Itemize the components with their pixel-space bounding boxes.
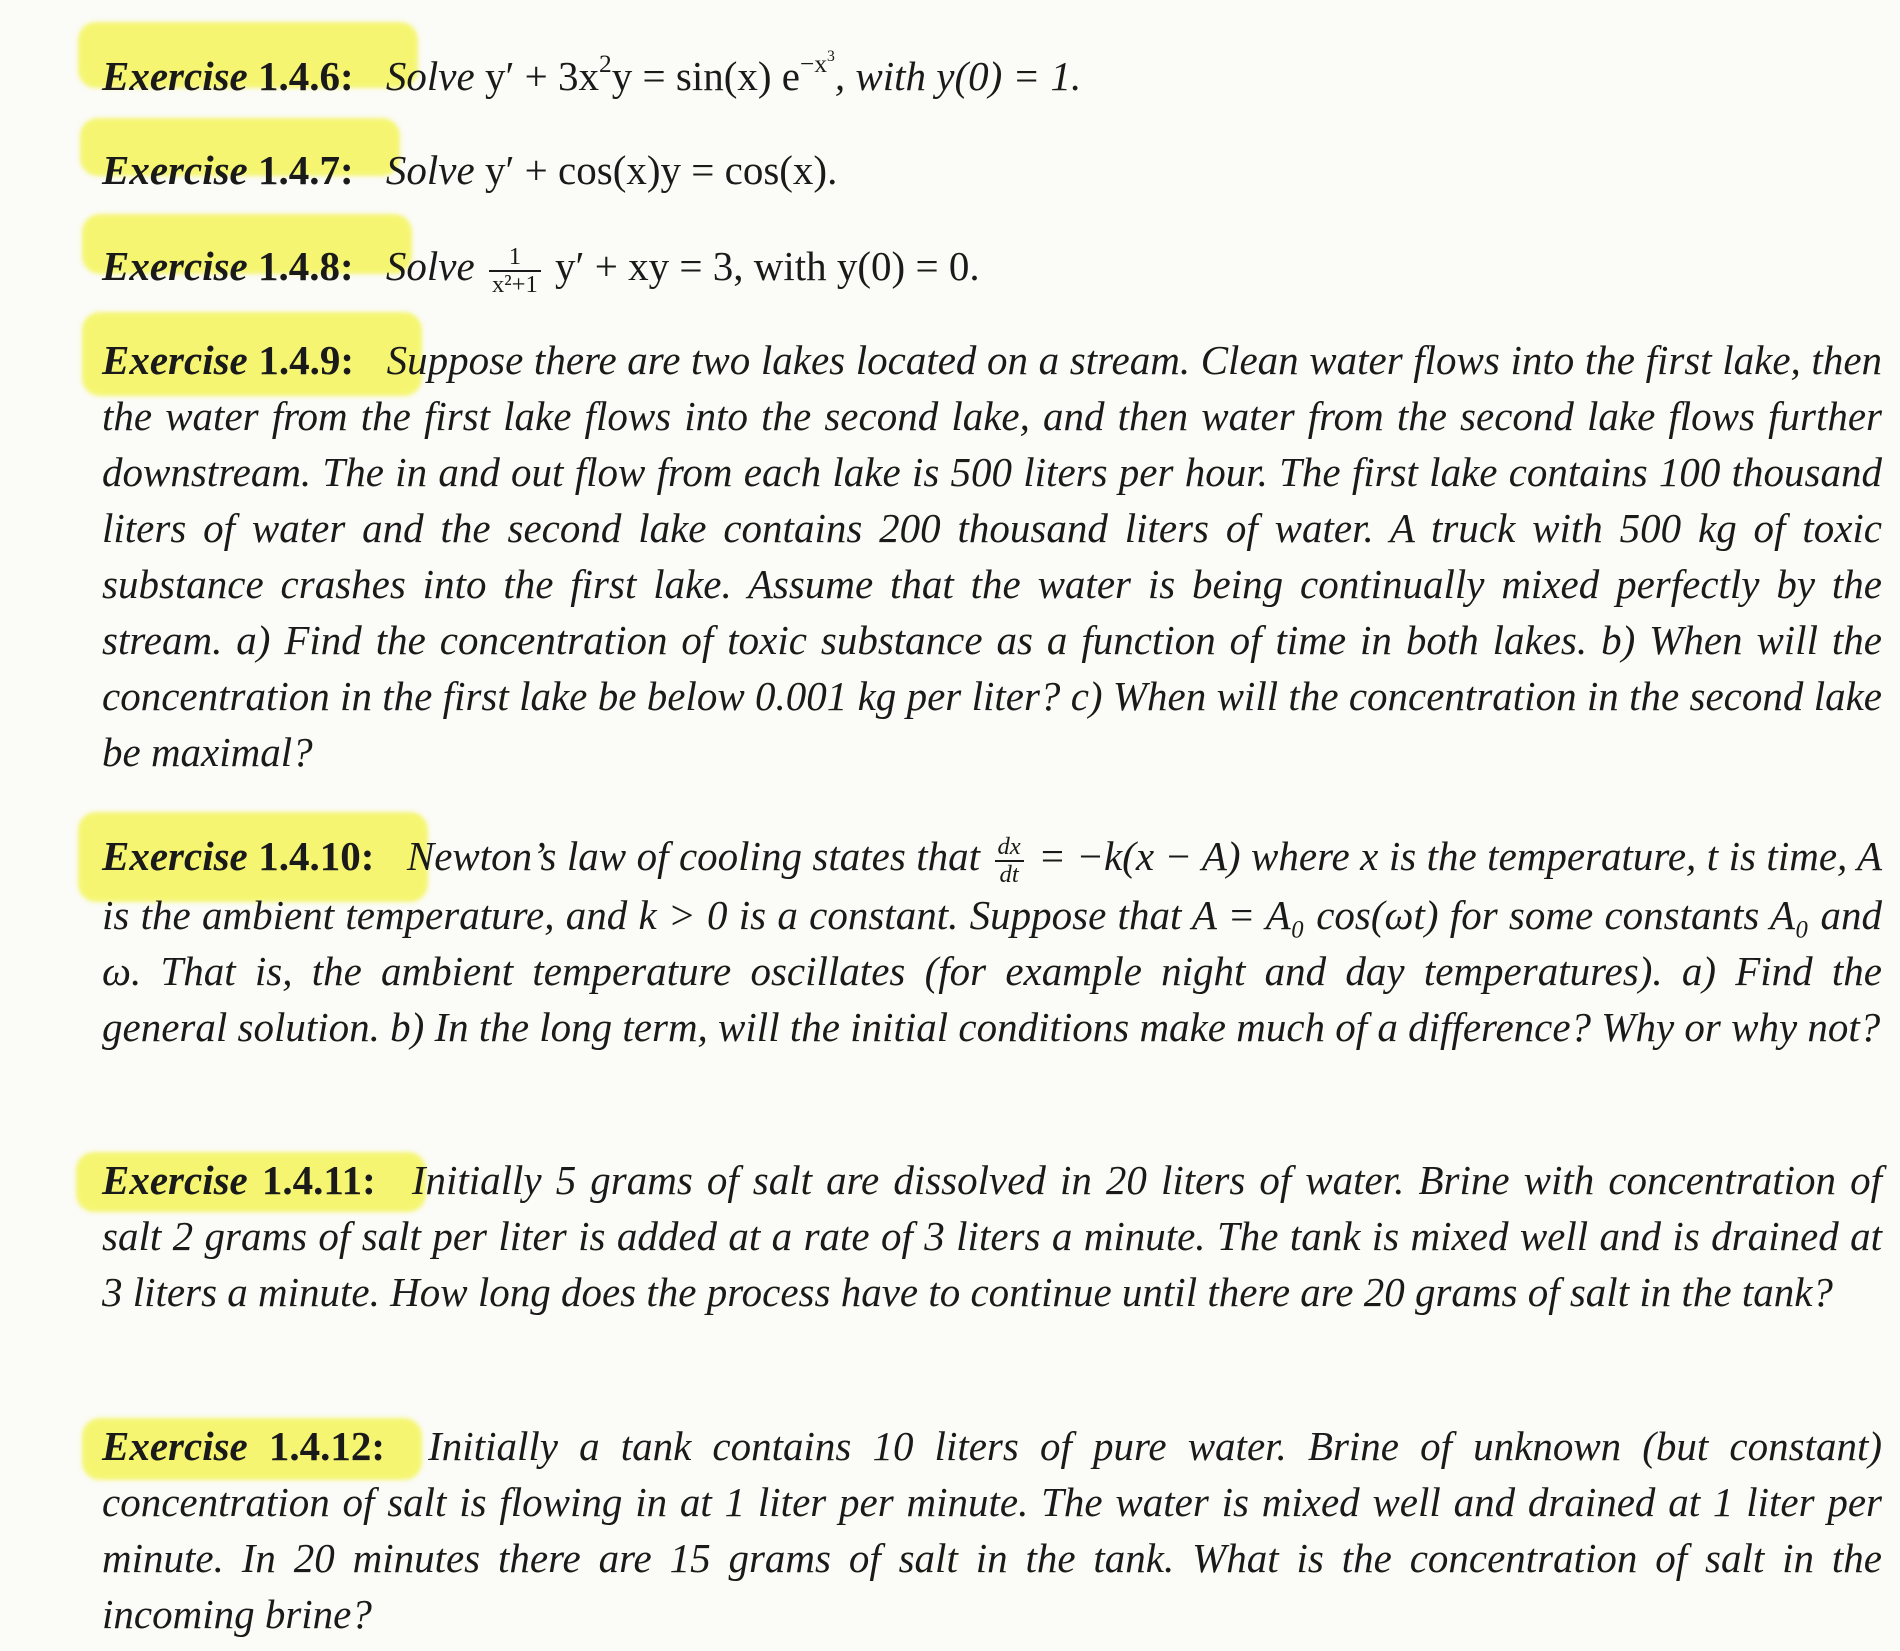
exercise-body-start: Newton’s law of cooling states that [406,833,981,879]
exercise-1-4-11 [102,1152,1882,1320]
exercise-body: Initially a tank contains 10 liters of pure water. Brine of unknown (but constant) concentration of salt is flowing in at 1 liter per minute. The water is mixed well and drained at 1 liter per minute. In 20 minutes there are 15 grams of salt in the tank. What is the concentration of salt in the incoming brine? [102,1423,1883,1637]
exercise-label: Exercise 1.4.7: [102,147,354,193]
exercise-1-4-12 [102,1418,1882,1642]
exercise-1-4-10 [102,828,1882,1055]
exercise-label: Exercise 1.4.10: [102,833,375,879]
exercise-1-4-8 [102,238,1882,297]
exercise-body: Initially 5 grams of salt are dissolved in 20 liters of water. Brine with concentration of salt 2 grams of salt per liter is added at a rate of 3 liters a minute. The tank is mixed well and is drained at 3 liters a minute. How long does the process have to continue until there are 20 grams of salt in the tank? [102,1157,1883,1315]
exercise-body-rest: = −k(x − A) where x is the temperature, t is time, A is the ambient temperature, and k > 0 is a constant. Suppose that A = A₀ cos(ωt) for some constants A₀ and ω. That is, the ambient temperature oscillates (for example night and day temperatures). a) Find the general solution. b) In the long term, will the initial conditions make much of a difference? Why or why not? [102,833,1883,1051]
exercise-body: Suppose there are two lakes located on a stream. Clean water flows into the first lake, then the water from the first lake flows into the second lake, and then water from the second lake flows further downstream. The in and out flow from each lake is 500 liters per hour. The first lake contains 100 thousand liters of water and the second lake contains 200 thousand liters of water. A truck with 500 kg of toxic substance crashes into the first lake. Assume that the water is being continually mixed perfectly by the stream. a) Find the concentration of toxic substance as a function of time in both lakes. b) When will the concentration in the first lake be below 0.001 kg per liter? c) When will the concentration in the second lake be maximal? [102,337,1883,775]
exercise-label: Exercise 1.4.9: [102,337,355,383]
exercise-label: Exercise 1.4.12: [102,1423,386,1469]
exercise-prefix: Solve [385,53,475,99]
exercise-prefix: Solve [385,147,475,193]
exercise-label: Exercise 1.4.8: [102,243,354,289]
exercise-prefix: Solve [385,243,475,289]
exercise-label: Exercise 1.4.6: [102,53,354,99]
equation: $y' + 3x^2y = \sin(x)$ $e^{-x^3}$, with y(0) = 1. [484,48,1082,99]
equation: y′ + cos(x)y = cos(x). [484,147,838,193]
derivative-fraction: $\frac{dx}{dt}$ [995,834,1024,888]
exercise-label: Exercise 1.4.11: [102,1157,376,1203]
exercise-1-4-9 [102,332,1882,780]
exercise-1-4-6 [102,48,1882,104]
fraction: $\frac{1}{\text{x²+1}}$ [489,244,541,298]
exercise-1-4-7 [102,142,1882,198]
equation: y′ + xy = 3, with y(0) = 0. [555,243,980,289]
